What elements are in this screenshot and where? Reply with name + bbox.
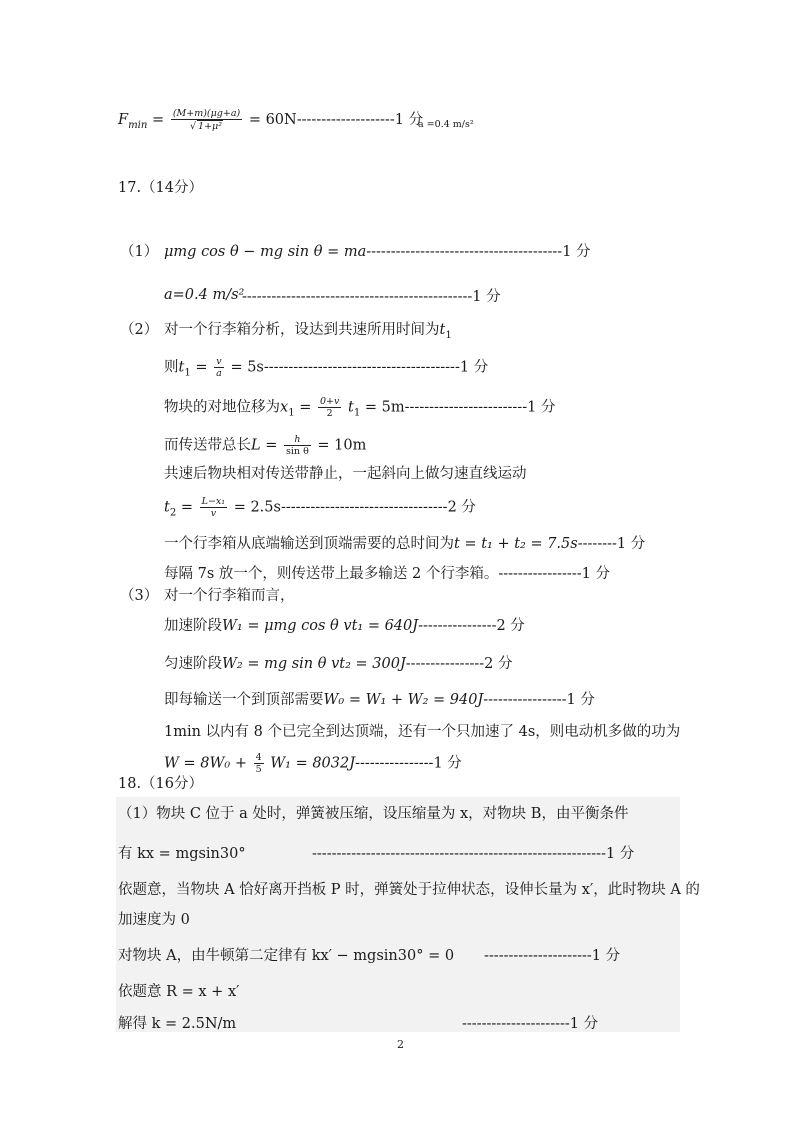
q17-p2-intro xyxy=(164,320,452,346)
q17-p3-intro: 对一个行李箱而言， xyxy=(164,588,295,604)
q17-x1-result: = 5m xyxy=(364,399,405,416)
q17-p1-eq: μmg cos θ − mg sin θ = ma xyxy=(164,244,367,260)
q17-x1-fraction xyxy=(318,396,341,419)
q17-w1-text: 加速阶段 xyxy=(164,618,222,634)
a-note: a =0.4 m/s² xyxy=(418,119,474,130)
q17-t2-num: L−x₁ xyxy=(201,496,226,507)
q17-t1-eq: = xyxy=(195,359,208,376)
q17-t1-result: = 5s xyxy=(230,359,264,376)
q17-w2-text: 匀速阶段 xyxy=(164,656,222,672)
q17-total-dashes: -------- xyxy=(577,536,617,552)
q17-w1-dashes: ---------------- xyxy=(418,618,497,634)
q17-L-den: sin θ xyxy=(286,446,309,457)
q17-x1-text: 物块的对地位移为 xyxy=(164,399,280,416)
q17-min-line: 1min 以内有 8 个已完全到达顶端，还有一个只加速了 4s，则电动机多做的功为 xyxy=(164,724,681,740)
q17-every-line xyxy=(164,564,610,584)
q17-w-line xyxy=(164,752,462,775)
q17-p3-label: （3） xyxy=(120,588,159,604)
q17-L-fraction xyxy=(284,434,311,457)
fmin-dashes: -------------------- xyxy=(296,112,395,128)
q17-a-line xyxy=(164,285,244,305)
q17-t1-num: v xyxy=(214,356,224,368)
q17-x1-rest-sub: 1 xyxy=(353,407,361,419)
q18-line-7-dashes: ---------------------- xyxy=(462,1016,570,1032)
fmin-lhs: F xyxy=(118,112,129,128)
q18-line-7-score: 1 分 xyxy=(569,1016,599,1032)
q17-t2-sub: 2 xyxy=(169,507,177,519)
q18-line-5 xyxy=(118,946,454,966)
q18-line-5-tail xyxy=(484,946,620,966)
q18-line-7-tail xyxy=(462,1014,598,1034)
fmin-eq: = xyxy=(152,112,165,128)
q17-x1-line xyxy=(164,396,555,423)
q17-static-line: 共速后物块相对传送带静止，一起斜向上做匀速直线运动 xyxy=(164,466,527,482)
q17-x1-den: 2 xyxy=(326,408,333,419)
q17-t1-fraction xyxy=(214,356,224,379)
q17-L-line xyxy=(164,434,366,457)
q17-w-score: 1 分 xyxy=(433,755,462,772)
page-number: 2 xyxy=(397,1038,404,1051)
q17-a-dashes: ----------------------------------------------- xyxy=(242,289,473,305)
q17-t2-fraction xyxy=(200,496,227,519)
q17-p2-label: （2） xyxy=(120,322,159,338)
q17-a-tail xyxy=(242,287,501,307)
q17-w2-score: 2 分 xyxy=(484,656,513,672)
q17-p2-intro-sub: 1 xyxy=(445,329,452,341)
fmin-result: = 60N xyxy=(248,112,297,128)
q18-line-5-eq: 对物块 A，由牛顿第二定律有 kx′ − mgsin30° = 0 xyxy=(118,948,455,964)
q17-w2-eq: W₂ = mg sin θ vt₂ = 300J xyxy=(222,656,406,672)
q17-w0-text: 即每输送一个到顶部需要 xyxy=(164,692,324,708)
q17-L-eq: = xyxy=(265,437,278,454)
q17-w-den: 5 xyxy=(255,764,262,775)
q17-t1-den: a xyxy=(216,368,222,379)
q17-total-score: 1 分 xyxy=(616,536,646,552)
q18-line-1: （1）物块 C 位于 a 处时，弹簧被压缩，设压缩量为 x，对物块 B，由平衡条件 xyxy=(118,806,629,822)
q17-t2-den: v xyxy=(210,508,217,519)
q17-total-eq: t = t₁ + t₂ = 7.5s xyxy=(454,536,578,552)
q17-t2-var: t xyxy=(164,499,170,516)
q17-w1-line xyxy=(164,616,525,636)
q18-line-4: 加速度为 0 xyxy=(118,912,190,928)
q17-t1-dashes: ---------------------------------------- xyxy=(263,359,460,376)
q18-line-3: 依题意，当物块 A 恰好离开挡板 P 时，弹簧处于拉伸状态，设伸长量为 x′，此时物块 A 的 xyxy=(118,882,700,898)
q18-line-6: 依题意 R = x + x′ xyxy=(118,984,240,1000)
q17-x1-sub: 1 xyxy=(288,407,295,419)
q17-p2-intro-var: t xyxy=(439,322,446,338)
fmin-score: 1 分 xyxy=(394,112,424,128)
q17-w0-eq: W₀ = W₁ + W₂ = 940J xyxy=(323,692,484,708)
q17-every-score: 1 分 xyxy=(581,566,610,582)
q18-line-2 xyxy=(118,844,246,864)
q18-line-2-tail xyxy=(312,844,634,864)
q17-t1-sub: 1 xyxy=(184,367,191,379)
q18-line-2-score: 1 分 xyxy=(605,846,635,862)
q17-total-text: 一个行李箱从底端输送到顶端需要的总时间为 xyxy=(164,536,454,552)
q17-every-dashes: ----------------- xyxy=(498,566,582,582)
q17-x1-score: 1 分 xyxy=(527,399,556,416)
q17-p2-intro-text: 对一个行李箱分析，设达到共速所用时间为 xyxy=(164,322,440,338)
q17-w1-score: 2 分 xyxy=(496,618,525,634)
q17-p1-label: （1） xyxy=(120,244,159,260)
q17-t1-var: t xyxy=(178,359,185,376)
q17-x1-eq: = xyxy=(299,399,312,416)
fmin-sub: min xyxy=(128,119,148,131)
q17-t1-line xyxy=(164,356,488,383)
q17-p1-dashes: ---------------------------------------- xyxy=(366,244,563,260)
q17-p1-score: 1 分 xyxy=(562,244,591,260)
q17-t2-dashes: ---------------------------------- xyxy=(280,499,448,516)
q17-w0-line xyxy=(164,690,595,710)
q17-x1-rest-var: t xyxy=(348,399,354,416)
q17-w1-eq: W₁ = μmg cos θ vt₁ = 640J xyxy=(222,618,419,634)
q18-title: 18.（16分） xyxy=(118,776,204,792)
q17-L-text: 而传送带总长 xyxy=(164,437,251,454)
fmin-line xyxy=(118,108,423,136)
q17-x1-var: x xyxy=(280,399,289,416)
q17-L-result: = 10m xyxy=(317,437,367,454)
q17-a-value: a=0.4 m/s² xyxy=(164,287,245,303)
q17-w0-dashes: ----------------- xyxy=(483,692,567,708)
q17-w2-dashes: ---------------- xyxy=(405,656,485,672)
q17-t2-score: 2 分 xyxy=(447,499,476,516)
q17-x1-dashes: ------------------------- xyxy=(404,399,528,416)
q17-w-num: 4 xyxy=(255,752,262,763)
q17-t2-line xyxy=(164,496,476,523)
q18-line-2-eq: 有 kx = mgsin30° xyxy=(118,846,246,862)
q17-t2-result: = 2.5s xyxy=(233,499,281,516)
q18-line-7 xyxy=(118,1014,236,1034)
q17-t2-eq: = xyxy=(180,499,194,516)
q17-total-line xyxy=(164,534,645,554)
q17-t1-pre: 则 xyxy=(164,359,179,376)
q17-L-var: L xyxy=(251,437,261,454)
q17-p1-line xyxy=(164,242,591,262)
q17-w2-line xyxy=(164,654,513,674)
fmin-denominator: 1+μ² xyxy=(198,121,223,132)
q17-every-text: 每隔 7s 放一个，则传送带上最多输送 2 个行李箱。 xyxy=(164,566,499,582)
q17-L-num: h xyxy=(284,434,311,446)
q17-w0-score: 1 分 xyxy=(566,692,595,708)
q17-w-lhs: W = 8W₀ + xyxy=(164,755,247,772)
q18-line-5-score: 1 分 xyxy=(591,948,621,964)
fmin-fraction: $\frac{(M+m)(\mu g+a)}{\text{√ 1+μ²}}$ xyxy=(172,108,241,132)
fmin-numerator: (M+m)(μg+a) xyxy=(172,108,241,119)
q17-t1-score: 1 分 xyxy=(459,359,489,376)
q17-w-rest: W₁ = 8032J xyxy=(270,755,356,772)
q17-title: 17.（14分） xyxy=(118,180,204,196)
q17-w-dashes: ---------------- xyxy=(355,755,434,772)
q18-line-5-dashes: ---------------------- xyxy=(484,948,592,964)
q17-a-score: 1 分 xyxy=(472,289,501,305)
q17-w-fraction xyxy=(254,752,264,775)
q18-line-2-dashes: ------------------------------------------------------------ xyxy=(312,846,606,862)
q17-x1-num: 0+v xyxy=(320,396,340,407)
q18-line-7-eq: 解得 k = 2.5N/m xyxy=(118,1016,237,1032)
